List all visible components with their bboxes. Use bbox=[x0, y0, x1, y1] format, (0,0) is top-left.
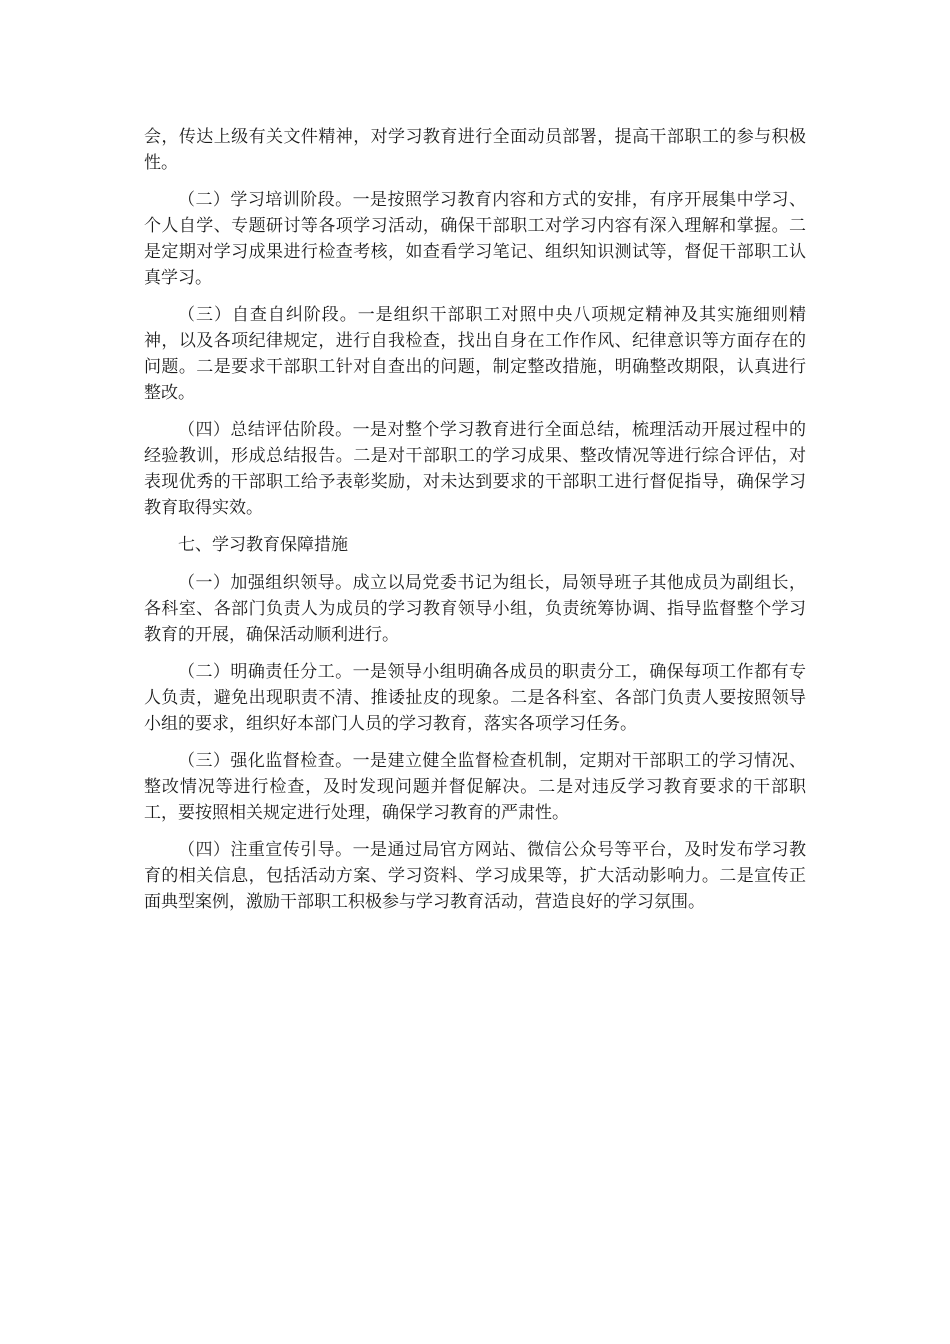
document-body bbox=[144, 124, 806, 926]
paragraph-organizational-leadership: （一）加强组织领导。成立以局党委书记为组长，局领导班子其他成员为副组长，各科室、各部门负责人为成员的学习教育领导小组，负责统筹协调、指导监督整个学习教育的开展，确保活动顺利进行。 bbox=[144, 573, 806, 645]
paragraph-publicity-guidance: （四）注重宣传引导。一是通过局官方网站、微信公众号等平台，及时发布学习教育的相关信息，包括活动方案、学习资料、学习成果等，扩大活动影响力。二是宣传正面典型案例，激励干部职工积极参与学习教育活动，营造良好的学习氛围。 bbox=[144, 840, 806, 912]
paragraph-summary-evaluation: （四）总结评估阶段。一是对整个学习教育进行全面总结，梳理活动开展过程中的经验教训，形成总结报告。二是对干部职工的学习成果、整改情况等进行综合评估，对表现优秀的干部职工给予表彰奖励，对未达到要求的干部职工进行督促指导，确保学习教育取得实效。 bbox=[144, 420, 806, 518]
paragraph-self-check: （三）自查自纠阶段。一是组织干部职工对照中央八项规定精神及其实施细则精神，以及各项纪律规定，进行自我检查，找出自身在工作作风、纪律意识等方面存在的问题。二是要求干部职工针对自查出的问题，制定整改措施，明确整改期限，认真进行整改。 bbox=[144, 305, 806, 403]
paragraph-supervision-inspection: （三）强化监督检查。一是建立健全监督检查机制，定期对干部职工的学习情况、整改情况等进行检查，及时发现问题并督促解决。二是对违反学习教育要求的干部职工，要按照相关规定进行处理，确保学习教育的严肃性。 bbox=[144, 751, 806, 823]
paragraph-study-training: （二）学习培训阶段。一是按照学习教育内容和方式的安排，有序开展集中学习、个人自学、专题研讨等各项学习活动，确保干部职工对学习内容有深入理解和掌握。二是定期对学习成果进行检查考核，如查看学习笔记、组织知识测试等，督促干部职工认真学习。 bbox=[144, 190, 806, 288]
section-heading-safeguards: 七、学习教育保障措施 bbox=[178, 535, 348, 555]
paragraph-continuation: 会，传达上级有关文件精神，对学习教育进行全面动员部署，提高干部职工的参与积极性。 bbox=[144, 127, 806, 173]
paragraph-responsibility-division: （二）明确责任分工。一是领导小组明确各成员的职责分工，确保每项工作都有专人负责，避免出现职责不清、推诿扯皮的现象。二是各科室、各部门负责人要按照领导小组的要求，组织好本部门人员的学习教育，落实各项学习任务。 bbox=[144, 662, 806, 734]
